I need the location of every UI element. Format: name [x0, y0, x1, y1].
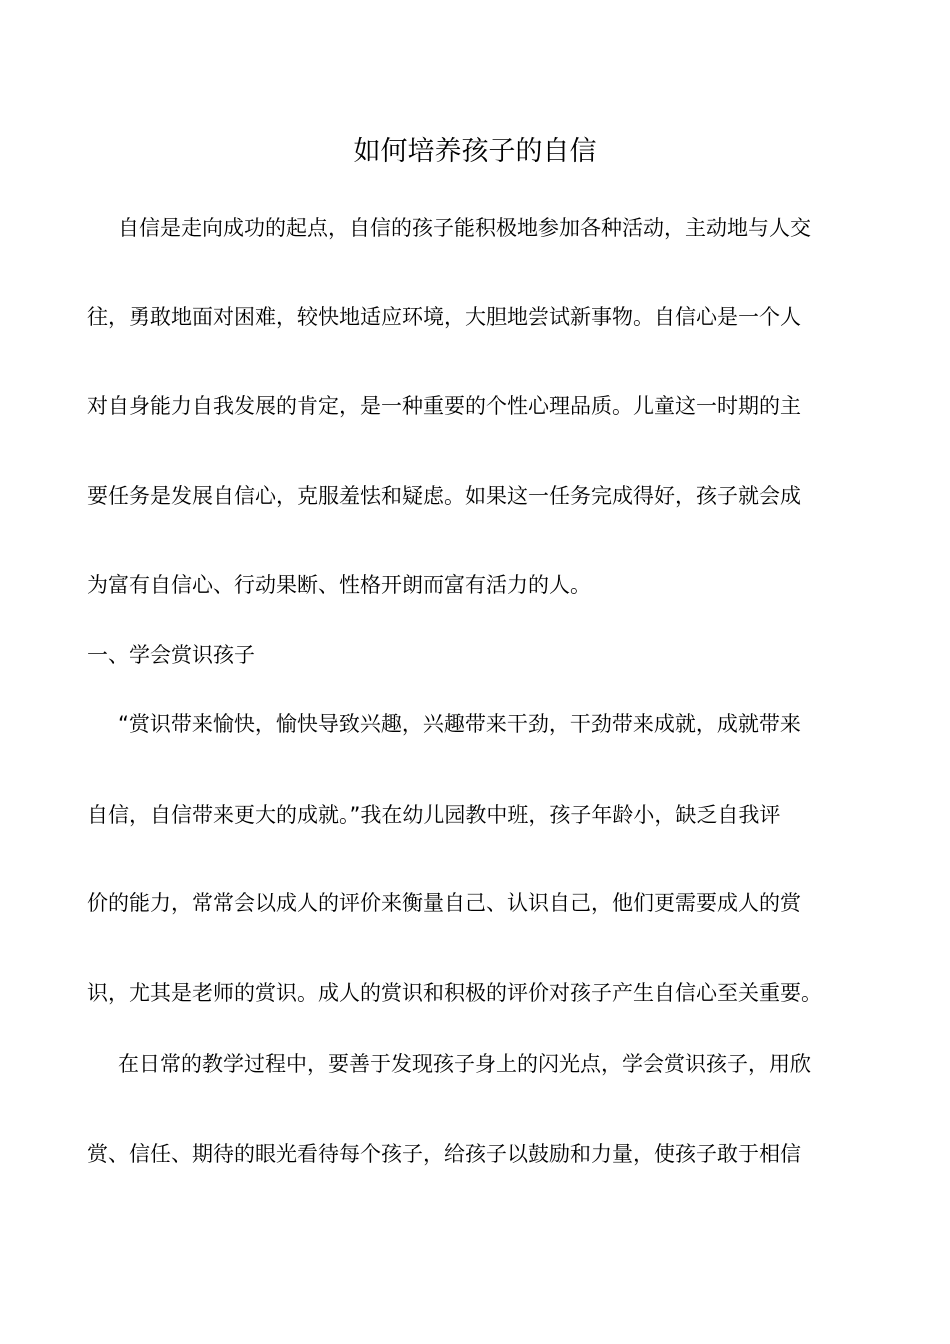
- section-1-paragraph-1-line-1: “赏识带来愉快，愉快导致兴趣，兴趣带来干劲，干劲带来成就，成就带来: [118, 712, 801, 736]
- paragraph-1-line-4: 要任务是发展自信心，克服羞怯和疑虑。如果这一任务完成得好，孩子就会成: [87, 484, 801, 508]
- paragraph-1-line-3: 对自身能力自我发展的肯定，是一种重要的个性心理品质。儿童这一时期的主: [87, 394, 801, 418]
- paragraph-1-line-5: 为富有自信心、行动果断、性格开朗而富有活力的人。: [87, 573, 591, 597]
- paragraph-1-line-2: 往，勇敢地面对困难，较快地适应环境，大胆地尝试新事物。自信心是一个人: [87, 305, 801, 329]
- section-1-paragraph-1-line-2: 自信，自信带来更大的成就。”我在幼儿园教中班，孩子年龄小，缺乏自我评: [87, 803, 781, 827]
- section-1-paragraph-2-line-2: 赏、信任、期待的眼光看待每个孩子，给孩子以鼓励和力量，使孩子敢于相信: [87, 1142, 801, 1166]
- document-title: 如何培养孩子的自信: [353, 136, 597, 167]
- paragraph-1-line-1: 自信是走向成功的起点，自信的孩子能积极地参加各种活动，主动地与人交: [118, 216, 811, 240]
- section-1-paragraph-1-line-4: 识，尤其是老师的赏识。成人的赏识和积极的评价对孩子产生自信心至关重要。: [87, 981, 822, 1005]
- section-1-paragraph-2-line-1: 在日常的教学过程中，要善于发现孩子身上的闪光点，学会赏识孩子，用欣: [118, 1052, 811, 1076]
- section-1-heading: 一、学会赏识孩子: [87, 643, 255, 667]
- section-1-paragraph-1-line-3: 价的能力，常常会以成人的评价来衡量自己、认识自己，他们更需要成人的赏: [87, 891, 801, 915]
